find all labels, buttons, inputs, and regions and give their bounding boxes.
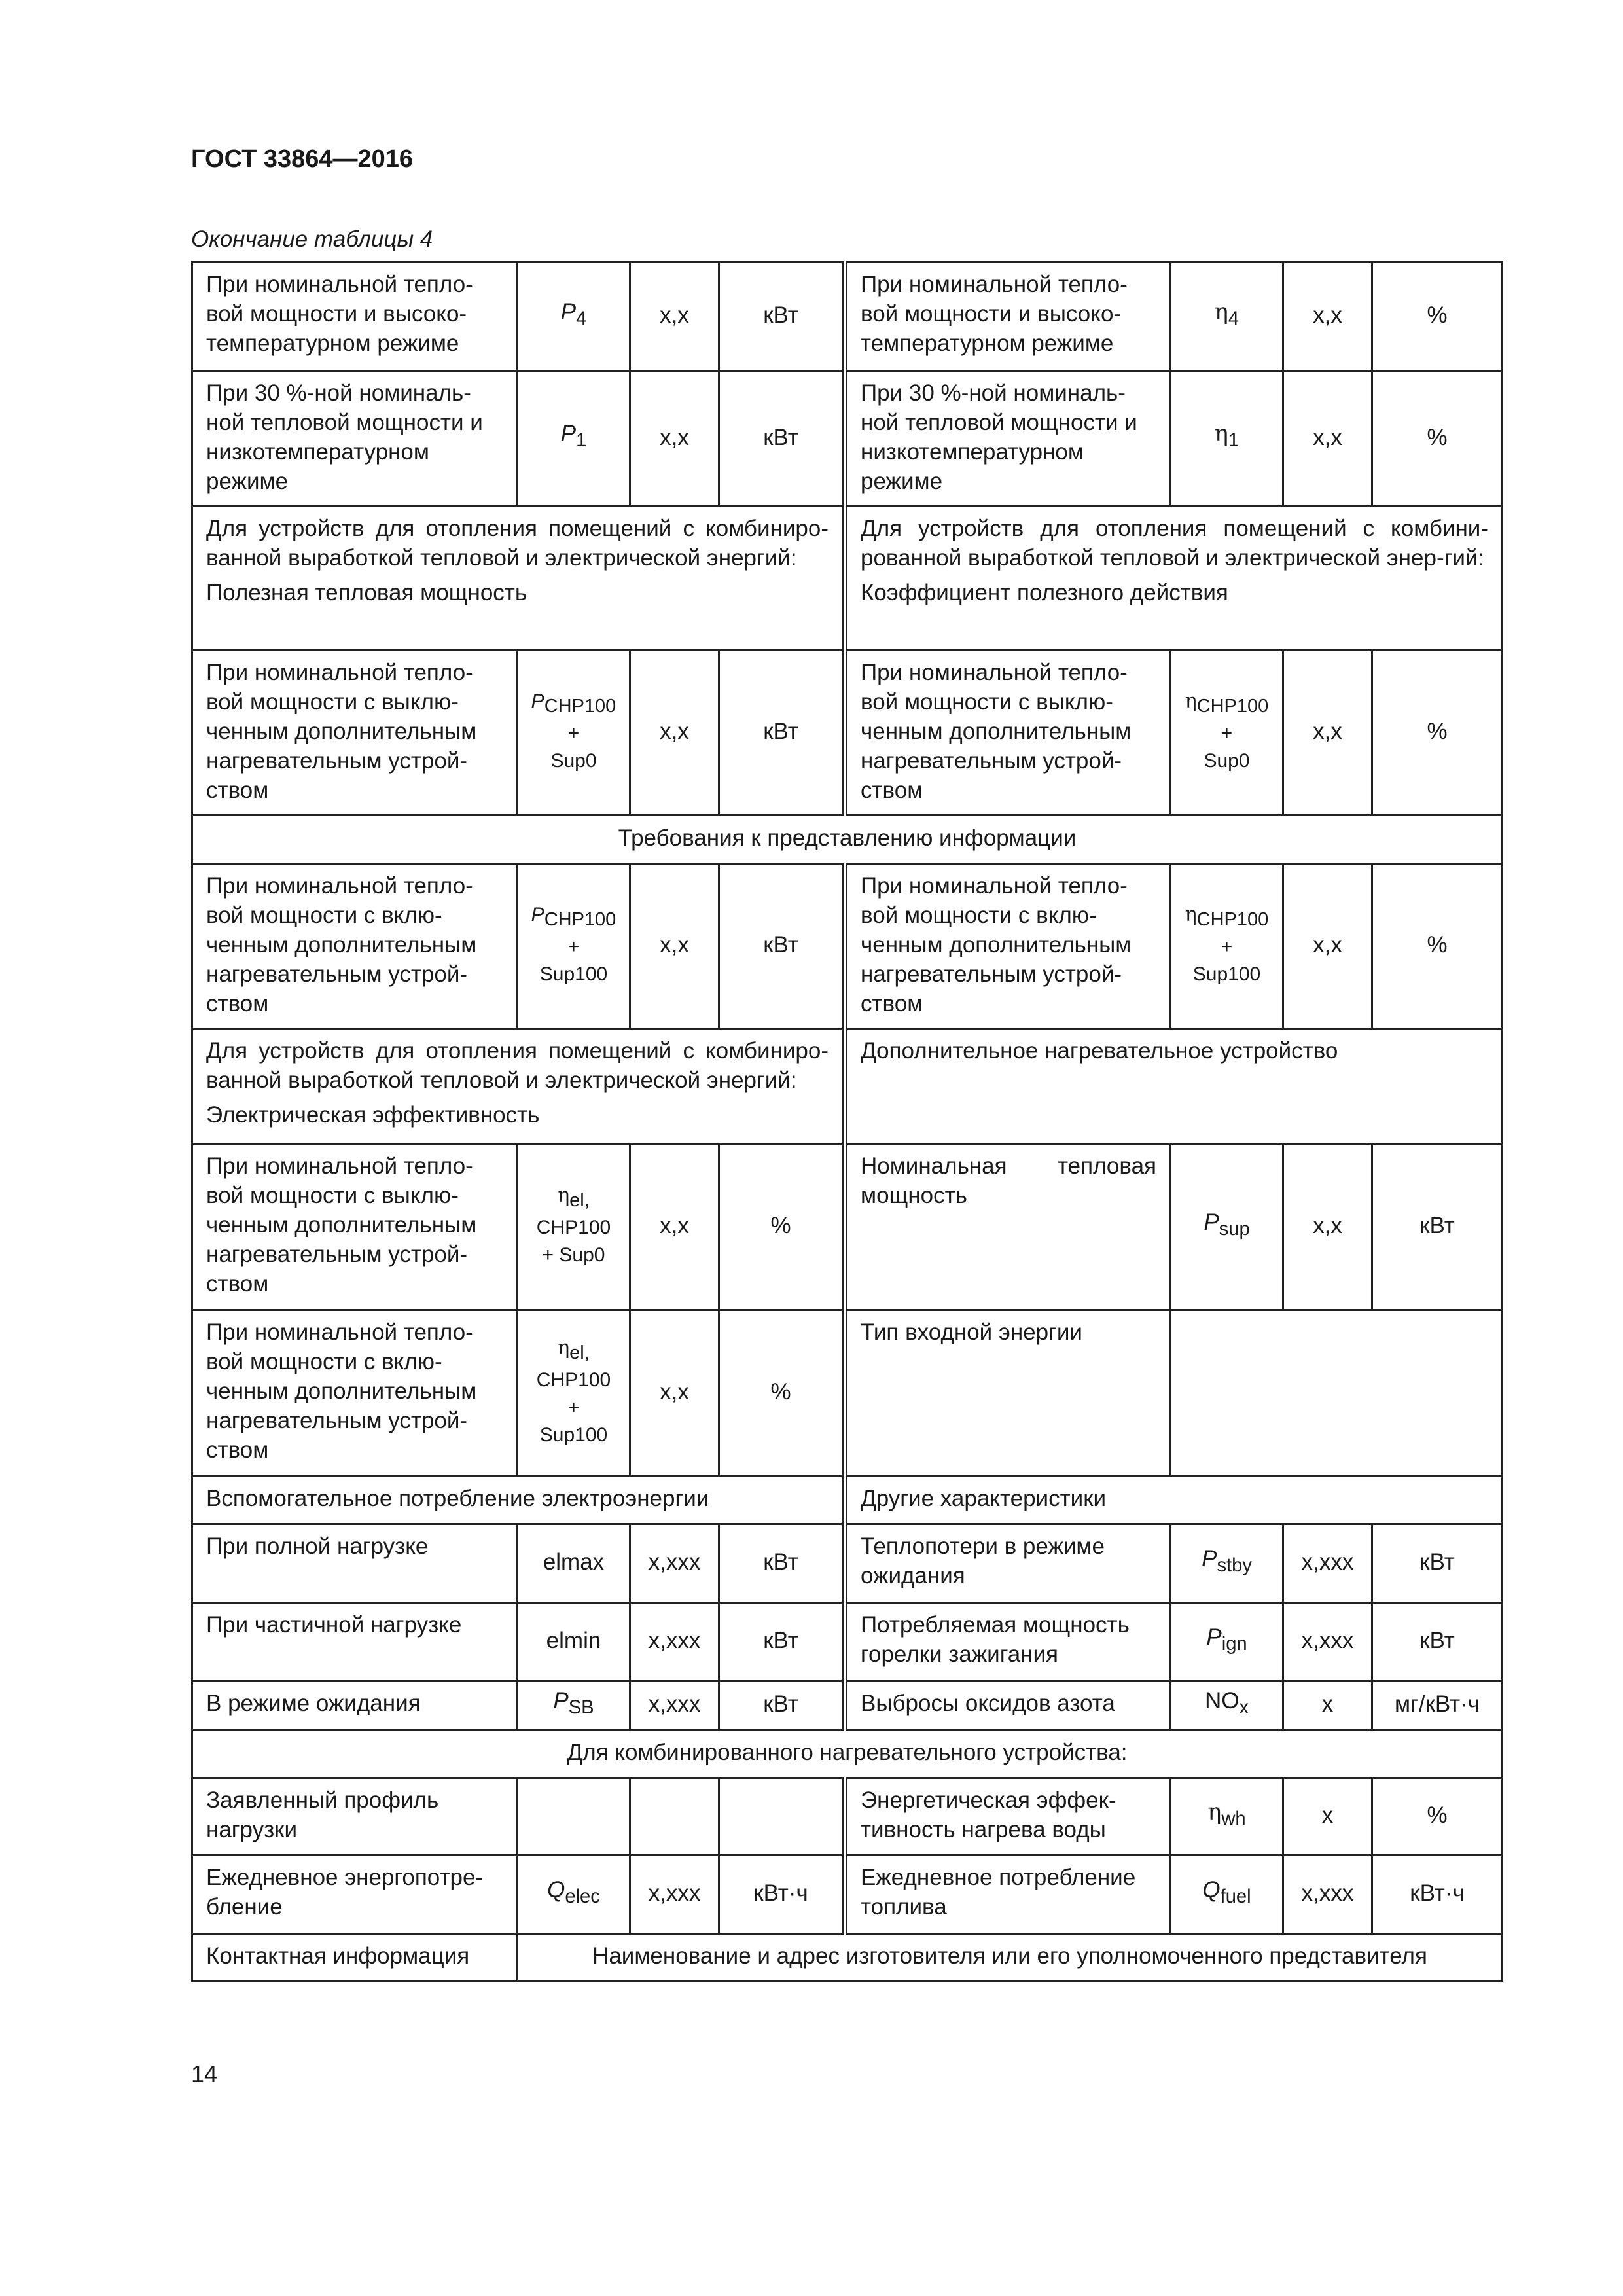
value-cell: x,x [630,1310,719,1477]
value-cell: x,x [1283,262,1372,371]
symbol-cell: $P_{CHP100}$ + Sup0 [518,651,630,816]
row-description: Ежедневное энергопотре-бление [192,1856,518,1934]
unit-cell: кВт [719,262,845,371]
value-cell: x [1283,1681,1372,1730]
unit-cell: % [1372,371,1503,507]
section-heading-cell: Вспомогательное потребление электроэнергии [192,1477,845,1524]
section-heading-cell: Для устройств для отопления помещений с комбини-рованной выработкой тепловой и электрической энер-гий: Коэффициент полезного действия [845,507,1503,651]
unit-cell: кВт·ч [719,1856,845,1934]
symbol-cell: $P_{stby}$ [1171,1524,1283,1603]
section-heading-cell: Другие характеристики [845,1477,1503,1524]
row-description: Тип входной энергии [845,1310,1171,1477]
symbol-cell: elmax [518,1524,630,1603]
value-cell: x,xxx [630,1856,719,1934]
row-description: Ежедневное потребление топлива [845,1856,1171,1934]
table-row [192,1856,1503,1934]
value-cell: x,xxx [1283,1603,1372,1681]
symbol-cell: $Q_{fuel}$ [1171,1856,1283,1934]
row-description: При 30 %-ной номиналь-ной тепловой мощности и низкотемпературном режиме [192,371,518,507]
row-description: При номинальной тепло-вой мощности с вклю-ченным дополнительным нагревательным устрой-ством [192,1310,518,1477]
unit-cell: кВт [719,1603,845,1681]
section-heading-cell: Для устройств для отопления помещений с комбиниро-ванной выработкой тепловой и электрической энергий: Электрическая эффективность [192,1029,845,1144]
empty-cell [1171,1310,1503,1477]
value-cell: x,x [630,371,719,507]
contact-info-cell: Наименование и адрес изготовителя или его уполномоченного представителя [518,1934,1503,1981]
unit-cell: кВт [719,371,845,507]
symbol-cell: $P_{sup}$ [1171,1144,1283,1310]
symbol-cell: $P_1$ [518,371,630,507]
symbol-cell [518,1778,630,1856]
page-number: 14 [191,2060,218,2087]
symbol-cell: $P_{SB}$ [518,1681,630,1730]
section-title: Для комбинированного нагревательного устройства: [192,1730,1503,1778]
table-row [192,1778,1503,1856]
unit-cell: % [1372,1778,1503,1856]
table-row [192,1524,1503,1603]
unit-cell: кВт·ч [1372,1856,1503,1934]
section-heading-cell: Дополнительное нагревательное устройство [845,1029,1503,1144]
value-cell: x,x [1283,651,1372,816]
value-cell: x,x [630,262,719,371]
row-description: В режиме ожидания [192,1681,518,1730]
section-heading-cell: Для устройств для отопления помещений с комбиниро-ванной выработкой тепловой и электрической энергий: Полезная тепловая мощность [192,507,845,651]
unit-cell: % [719,1144,845,1310]
row-description: Энергетическая эффек-тивность нагрева воды [845,1778,1171,1856]
unit-cell: кВт [719,864,845,1029]
symbol-cell: $\eta_{wh}$ [1171,1778,1283,1856]
unit-cell: кВт [719,1524,845,1603]
table-row [192,371,1503,507]
value-cell: x,x [1283,371,1372,507]
unit-cell [719,1778,845,1856]
row-description: При номинальной тепло-вой мощности и высоко-температурном режиме [192,262,518,371]
symbol-cell: $NO_x$ [1171,1681,1283,1730]
unit-cell: мг/кВт·ч [1372,1681,1503,1730]
table-row [192,864,1503,1029]
unit-cell: % [1372,262,1503,371]
row-description: При номинальной тепло-вой мощности с вклю-ченным дополнительным нагревательным устрой-ством [192,864,518,1029]
table-row [192,1144,1503,1310]
section-title: Требования к представлению информации [192,816,1503,864]
symbol-cell: $\eta_1$ [1171,371,1283,507]
unit-cell: кВт [1372,1524,1503,1603]
symbol-cell: $P_4$ [518,262,630,371]
table-row [192,1310,1503,1477]
symbol-cell: $\eta_{el,}$ CHP100 + Sup100 [518,1310,630,1477]
unit-cell: кВт [719,1681,845,1730]
symbol-cell: $\eta_{CHP100}$ + Sup0 [1171,651,1283,816]
row-description: Заявленный профиль нагрузки [192,1778,518,1856]
row-description: При номинальной тепло-вой мощности и высоко-температурном режиме [845,262,1171,371]
characteristics-table [191,261,1503,1982]
row-description: Выбросы оксидов азота [845,1681,1171,1730]
value-cell: x,x [630,1144,719,1310]
symbol-cell: $\eta_{CHP100}$ + Sup100 [1171,864,1283,1029]
row-description: При 30 %-ной номиналь-ной тепловой мощности и низкотемпературном режиме [845,371,1171,507]
unit-cell: кВт [1372,1144,1503,1310]
row-description: Теплопотери в режиме ожидания [845,1524,1171,1603]
value-cell [630,1778,719,1856]
unit-cell: кВт [719,651,845,816]
value-cell: x,xxx [630,1681,719,1730]
table-caption: Окончание таблицы 4 [191,226,433,252]
unit-cell: кВт [1372,1603,1503,1681]
row-description: Потребляемая мощность горелки зажигания [845,1603,1171,1681]
table-row [192,1477,1503,1524]
table-row [192,507,1503,651]
table-row [192,816,1503,864]
symbol-cell: $\eta_4$ [1171,262,1283,371]
row-description: Номинальная тепловая мощность [845,1144,1171,1310]
value-cell: x,x [630,864,719,1029]
value-cell: x,xxx [630,1603,719,1681]
unit-cell: % [1372,864,1503,1029]
row-description: При частичной нагрузке [192,1603,518,1681]
value-cell: x,xxx [1283,1856,1372,1934]
unit-cell: % [1372,651,1503,816]
row-description: Контактная информация [192,1934,518,1981]
table-row [192,651,1503,816]
value-cell: x,xxx [630,1524,719,1603]
table-row [192,1730,1503,1778]
row-description: При номинальной тепло-вой мощности с выклю-ченным дополнительным нагревательным устрой-ством [845,651,1171,816]
value-cell: x,x [630,651,719,816]
table-row [192,262,1503,371]
value-cell: x,xxx [1283,1524,1372,1603]
table-row [192,1681,1503,1730]
document-code: ГОСТ 33864—2016 [191,145,414,173]
row-description: При номинальной тепло-вой мощности с вклю-ченным дополнительным нагревательным устрой-ством [845,864,1171,1029]
row-description: При полной нагрузке [192,1524,518,1603]
symbol-cell: $P_{CHP100}$ + Sup100 [518,864,630,1029]
table-row [192,1934,1503,1981]
value-cell: x,x [1283,864,1372,1029]
table-row [192,1603,1503,1681]
symbol-cell: $\eta_{el,}$ CHP100 + Sup0 [518,1144,630,1310]
table-row [192,1029,1503,1144]
unit-cell: % [719,1310,845,1477]
row-description: При номинальной тепло-вой мощности с выклю-ченным дополнительным нагревательным устрой-ством [192,1144,518,1310]
value-cell: x,x [1283,1144,1372,1310]
symbol-cell: $P_{ign}$ [1171,1603,1283,1681]
symbol-cell: elmin [518,1603,630,1681]
value-cell: x [1283,1778,1372,1856]
symbol-cell: $Q_{elec}$ [518,1856,630,1934]
row-description: При номинальной тепло-вой мощности с выклю-ченным дополнительным нагревательным устрой-ством [192,651,518,816]
